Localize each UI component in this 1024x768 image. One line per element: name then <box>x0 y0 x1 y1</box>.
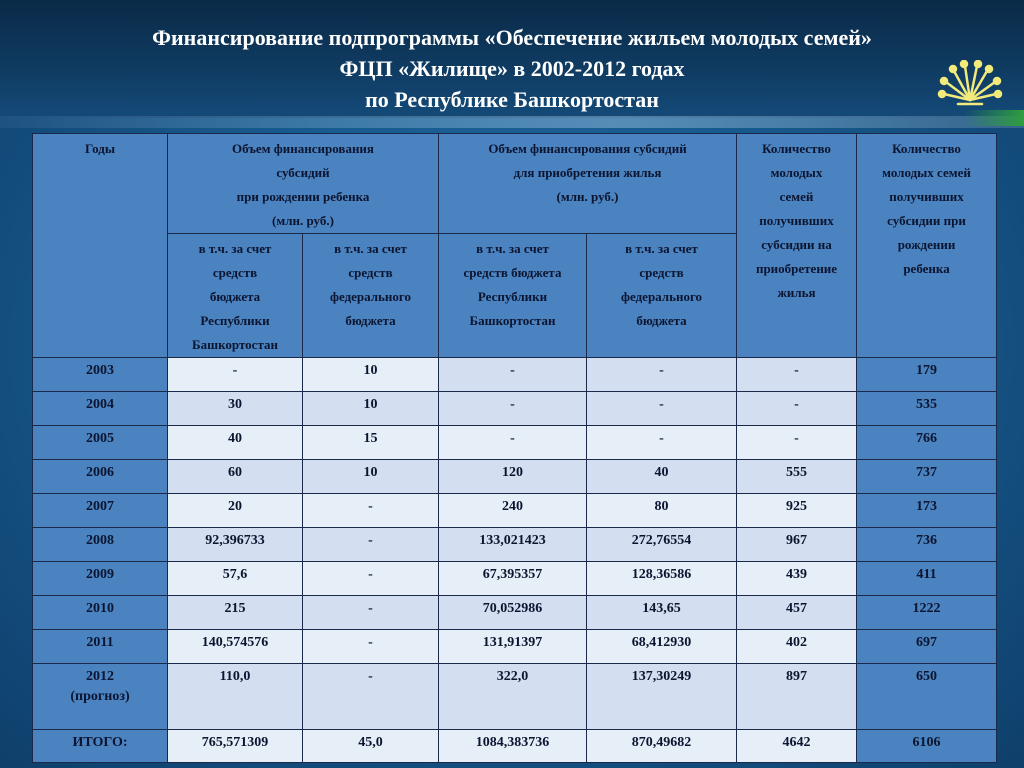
title-line-1: Финансирование подпрограммы «Обеспечение жильем молодых семей» <box>152 25 872 50</box>
count-birth-cell: 535 <box>857 392 997 426</box>
total-birth-rb-cell: 765,571309 <box>168 730 303 763</box>
count-birth-cell: 650 <box>857 664 997 730</box>
header-housing-federal-budget: в т.ч. за счет средств федерального бюджета <box>587 234 737 358</box>
birth-rb-cell: 60 <box>168 460 303 494</box>
table-row <box>33 528 997 562</box>
year-cell: 2006 <box>33 460 168 494</box>
count-birth-cell: 697 <box>857 630 997 664</box>
header-years: Годы <box>33 134 168 358</box>
total-label-cell: ИТОГО: <box>33 730 168 763</box>
birth-fed-cell: 15 <box>303 426 439 460</box>
title-line-3: по Республике Башкортостан <box>365 87 659 112</box>
housing-fed-cell: 143,65 <box>587 596 737 630</box>
year-cell: 2007 <box>33 494 168 528</box>
count-birth-cell: 737 <box>857 460 997 494</box>
birth-fed-cell: 10 <box>303 460 439 494</box>
table-row <box>33 562 997 596</box>
housing-fed-cell: - <box>587 358 737 392</box>
birth-rb-cell: - <box>168 358 303 392</box>
housing-fed-cell: - <box>587 392 737 426</box>
total-birth-fed-cell: 45,0 <box>303 730 439 763</box>
header-count-housing: Количество молодых семей получивших субсидии на приобретение жилья <box>737 134 857 358</box>
total-count-birth-cell: 6106 <box>857 730 997 763</box>
year-cell: 2011 <box>33 630 168 664</box>
year-cell: 2005 <box>33 426 168 460</box>
count-birth-cell: 736 <box>857 528 997 562</box>
kurai-flower-emblem-icon <box>932 60 1008 108</box>
birth-fed-cell: - <box>303 630 439 664</box>
housing-rb-cell: 120 <box>439 460 587 494</box>
header-birth-subsidies: Объем финансирования субсидий при рождении ребенка (млн. руб.) <box>168 134 439 234</box>
count-birth-cell: 411 <box>857 562 997 596</box>
table-row <box>33 630 997 664</box>
birth-rb-cell: 140,574576 <box>168 630 303 664</box>
housing-fed-cell: 68,412930 <box>587 630 737 664</box>
table-row <box>33 358 997 392</box>
housing-fed-cell: 137,30249 <box>587 664 737 730</box>
housing-fed-cell: - <box>587 426 737 460</box>
slide-title <box>0 22 1024 115</box>
housing-rb-cell: - <box>439 358 587 392</box>
count-housing-cell: 457 <box>737 596 857 630</box>
count-birth-cell: 173 <box>857 494 997 528</box>
table-row <box>33 494 997 528</box>
housing-rb-cell: - <box>439 426 587 460</box>
birth-rb-cell: 40 <box>168 426 303 460</box>
count-housing-cell: 555 <box>737 460 857 494</box>
divider-stripe <box>0 116 1024 128</box>
total-housing-rb-cell: 1084,383736 <box>439 730 587 763</box>
financing-table <box>32 133 997 763</box>
total-housing-fed-cell: 870,49682 <box>587 730 737 763</box>
count-birth-cell: 1222 <box>857 596 997 630</box>
birth-rb-cell: 92,396733 <box>168 528 303 562</box>
housing-fed-cell: 272,76554 <box>587 528 737 562</box>
count-housing-cell: 439 <box>737 562 857 596</box>
birth-fed-cell: 10 <box>303 358 439 392</box>
housing-rb-cell: 70,052986 <box>439 596 587 630</box>
year-cell: 2009 <box>33 562 168 596</box>
housing-rb-cell: 240 <box>439 494 587 528</box>
year-cell: 2012 (прогноз) <box>33 664 168 730</box>
housing-fed-cell: 128,36586 <box>587 562 737 596</box>
count-housing-cell: - <box>737 392 857 426</box>
year-cell: 2008 <box>33 528 168 562</box>
count-birth-cell: 179 <box>857 358 997 392</box>
header-housing-rb-budget: в т.ч. за счет средств бюджета Республики Башкортостан <box>439 234 587 358</box>
housing-rb-cell: 67,395357 <box>439 562 587 596</box>
header-birth-rb-budget: в т.ч. за счет средств бюджета Республики Башкортостан <box>168 234 303 358</box>
count-housing-cell: - <box>737 426 857 460</box>
birth-fed-cell: - <box>303 562 439 596</box>
count-birth-cell: 766 <box>857 426 997 460</box>
birth-rb-cell: 215 <box>168 596 303 630</box>
housing-rb-cell: - <box>439 392 587 426</box>
table-row <box>33 460 997 494</box>
housing-rb-cell: 131,91397 <box>439 630 587 664</box>
header-housing-subsidies: Объем финансирования субсидий для приобретения жилья (млн. руб.) <box>439 134 737 234</box>
housing-fed-cell: 80 <box>587 494 737 528</box>
birth-fed-cell: - <box>303 528 439 562</box>
birth-fed-cell: - <box>303 494 439 528</box>
birth-rb-cell: 30 <box>168 392 303 426</box>
header-count-birth: Количество молодых семей получивших субсидии при рождении ребенка <box>857 134 997 358</box>
birth-fed-cell: - <box>303 596 439 630</box>
housing-rb-cell: 133,021423 <box>439 528 587 562</box>
year-cell: 2004 <box>33 392 168 426</box>
birth-rb-cell: 57,6 <box>168 562 303 596</box>
housing-rb-cell: 322,0 <box>439 664 587 730</box>
table-row <box>33 596 997 630</box>
total-count-housing-cell: 4642 <box>737 730 857 763</box>
birth-rb-cell: 110,0 <box>168 664 303 730</box>
title-line-2: ФЦП «Жилище» в 2002-2012 годах <box>339 56 685 81</box>
total-row <box>33 730 997 763</box>
year-cell: 2003 <box>33 358 168 392</box>
count-housing-cell: - <box>737 358 857 392</box>
birth-fed-cell: - <box>303 664 439 730</box>
birth-fed-cell: 10 <box>303 392 439 426</box>
header-birth-federal-budget: в т.ч. за счет средств федерального бюджета <box>303 234 439 358</box>
table-row <box>33 392 997 426</box>
count-housing-cell: 967 <box>737 528 857 562</box>
table-row <box>33 426 997 460</box>
year-cell: 2010 <box>33 596 168 630</box>
housing-fed-cell: 40 <box>587 460 737 494</box>
count-housing-cell: 897 <box>737 664 857 730</box>
birth-rb-cell: 20 <box>168 494 303 528</box>
count-housing-cell: 925 <box>737 494 857 528</box>
count-housing-cell: 402 <box>737 630 857 664</box>
table-row <box>33 664 997 730</box>
